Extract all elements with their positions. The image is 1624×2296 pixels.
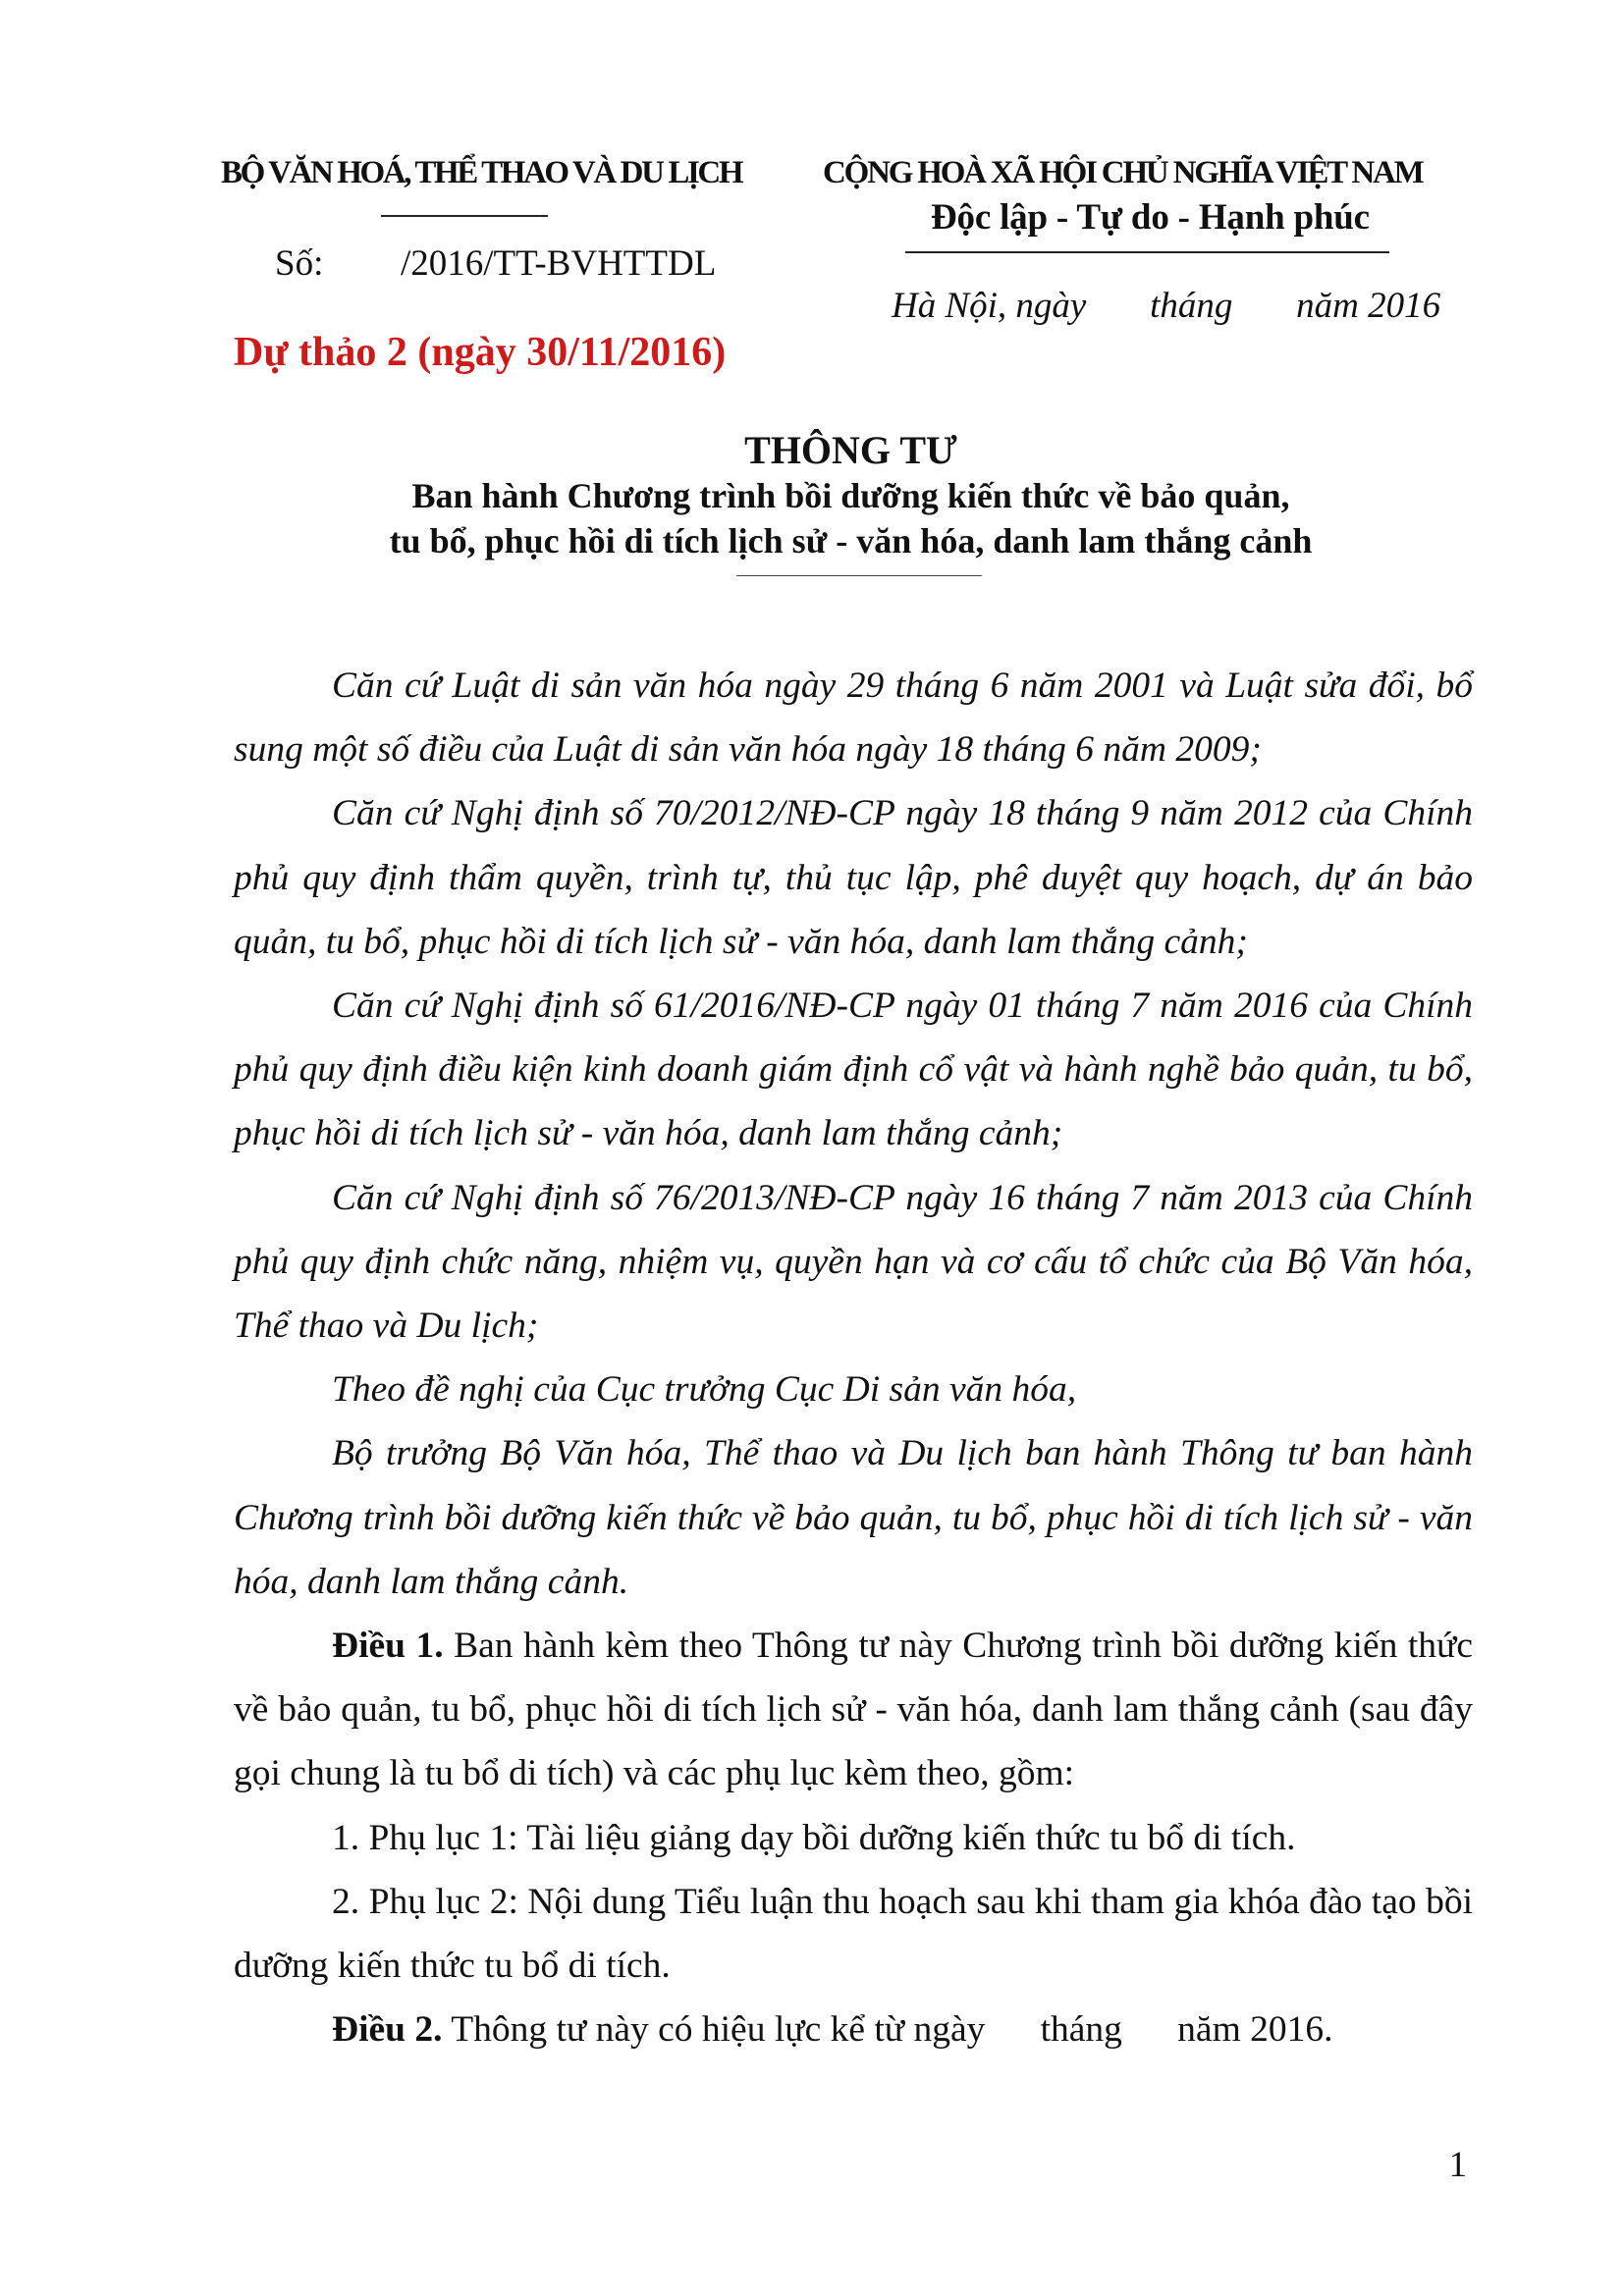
preamble-paragraph: Theo đề nghị của Cục trưởng Cục Di sản văn hóa, bbox=[332, 1369, 1077, 1411]
place-date: Hà Nội, ngày tháng năm 2016 bbox=[892, 286, 1441, 326]
article-2 bbox=[234, 1998, 1473, 2061]
title-underline bbox=[736, 575, 982, 576]
document-body bbox=[234, 654, 1473, 2061]
preamble-paragraph: Căn cứ Nghị định số 70/2012/NĐ-CP ngày 18 tháng 9 năm 2012 của Chính phủ quy định thẩm quyền, trình tự, thủ tục lập, phê duyệt quy hoạch, dự án bảo quản, tu bổ, phục hồi di tích lịch sử - văn hóa, danh lam thắng cảnh; bbox=[234, 793, 1473, 962]
article-1-text: Ban hành kèm theo Thông tư này Chương trình bồi dưỡng kiến thức về bảo quản, tu bổ, phục hồi di tích lịch sử - văn hóa, danh lam thắng cảnh (sau đây gọi chung là tu bổ di tích) và các phụ lục kèm theo, gồm: bbox=[234, 1626, 1474, 1794]
article-2-text: Thông tư này có hiệu lực kể từ ngày tháng năm 2016. bbox=[442, 2009, 1333, 2051]
ministry-name: BỘ VĂN HOÁ, THỂ THAO VÀ DU LỊCH bbox=[221, 155, 742, 190]
document-type: THÔNG TƯ bbox=[744, 428, 957, 472]
motto-underline bbox=[905, 251, 1389, 253]
article-1-label: Điều 1. bbox=[332, 1626, 444, 1667]
preamble-paragraph: Căn cứ Nghị định số 76/2013/NĐ-CP ngày 16 tháng 7 năm 2013 của Chính phủ quy định chức năng, nhiệm vụ, quyền hạn và cơ cấu tổ chức của Bộ Văn hóa, Thể thao và Du lịch; bbox=[234, 1177, 1473, 1347]
title-line-1: Ban hành Chương trình bồi dưỡng kiến thức về bảo quản, bbox=[411, 476, 1290, 515]
document-number: /2016/TT-BVHTTDL bbox=[401, 243, 717, 284]
title-line-2: tu bổ, phục hồi di tích lịch sử - văn hóa, danh lam thắng cảnh bbox=[389, 521, 1313, 561]
article-2-label: Điều 2. bbox=[332, 2009, 443, 2051]
document-number-label: Số: bbox=[275, 243, 324, 284]
preamble-paragraph: Bộ trưởng Bộ Văn hóa, Thể thao và Du lịch ban hành Thông tư ban hành Chương trình bồi dưỡng kiến thức về bảo quản, tu bổ, phục hồi di tích lịch sử - văn hóa, danh lam thắng cảnh. bbox=[234, 1433, 1473, 1602]
article-1-item: 1. Phụ lục 1: Tài liệu giảng dạy bồi dưỡng kiến thức tu bổ di tích. bbox=[332, 1817, 1296, 1858]
article-1 bbox=[234, 1614, 1473, 1806]
country-name: CỘNG HOÀ XÃ HỘI CHỦ NGHĨA VIỆT NAM bbox=[823, 155, 1423, 190]
national-motto: Độc lập - Tự do - Hạnh phúc bbox=[931, 197, 1370, 238]
preamble-paragraph: Căn cứ Luật di sản văn hóa ngày 29 tháng 6 năm 2001 và Luật sửa đổi, bổ sung một số điều của Luật di sản văn hóa ngày 18 tháng 6 năm 2009; bbox=[234, 666, 1473, 771]
draft-label: Dự thảo 2 (ngày 30/11/2016) bbox=[234, 330, 727, 375]
page-number: 1 bbox=[1448, 2145, 1467, 2185]
ministry-underline bbox=[381, 215, 548, 217]
preamble-paragraph: Căn cứ Nghị định số 61/2016/NĐ-CP ngày 01 tháng 7 năm 2016 của Chính phủ quy định điều kiện kinh doanh giám định cổ vật và hành nghề bảo quản, tu bổ, phục hồi di tích lịch sử - văn hóa, danh lam thắng cảnh; bbox=[234, 986, 1473, 1154]
article-1-item: 2. Phụ lục 2: Nội dung Tiểu luận thu hoạch sau khi tham gia khóa đào tạo bồi dưỡng kiến thức tu bổ di tích. bbox=[234, 1881, 1473, 1987]
